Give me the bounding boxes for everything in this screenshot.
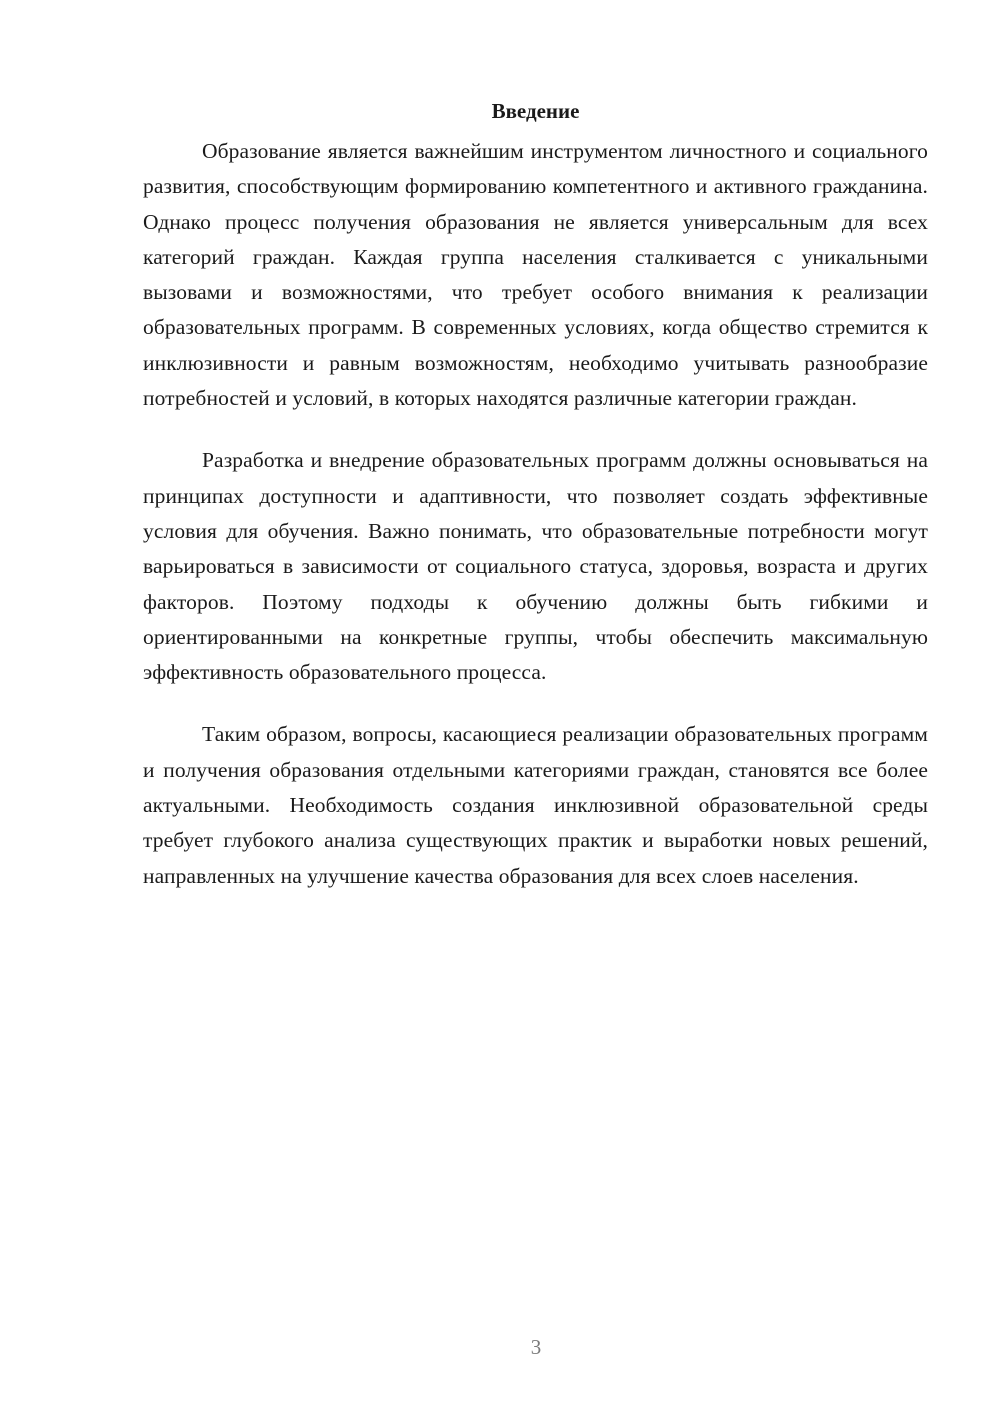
page-content <box>143 97 928 921</box>
paragraph-3: Таким образом, вопросы, касающиеся реализации образовательных программ и получения образования отдельными категориями граждан, становятся все более актуальными. Необходимость создания инклюзивной образовательной среды требует глубокого анализа существующих практик и выработки новых решений, направленных на улучшение качества образования для всех слоев населения. <box>143 722 928 888</box>
page-number: 3 <box>530 1335 542 1359</box>
section-heading: Введение <box>491 99 580 123</box>
paragraph-1: Образование является важнейшим инструментом личностного и социального развития, способствующим формированию компетентного и активного гражданина. Однако процесс получения образования не является универсальным для всех категорий граждан. Каждая группа населения сталкивается с уникальными вызовами и возможностями, что требует особого внимания к реализации образовательных программ. В современных условиях, когда общество стремится к инклюзивности и равным возможностям, необходимо учитывать разнообразие потребностей и условий, в которых находятся различные категории граждан. <box>143 139 928 411</box>
paragraph-2: Разработка и внедрение образовательных программ должны основываться на принципах доступности и адаптивности, что позволяет создать эффективные условия для обучения. Важно понимать, что образовательные потребности могут варьироваться в зависимости от социального статуса, здоровья, возраста и других факторов. Поэтому подходы к обучению должны быть гибкими и ориентированными на конкретные группы, чтобы обеспечить максимальную эффективность образовательного процесса. <box>143 448 928 685</box>
